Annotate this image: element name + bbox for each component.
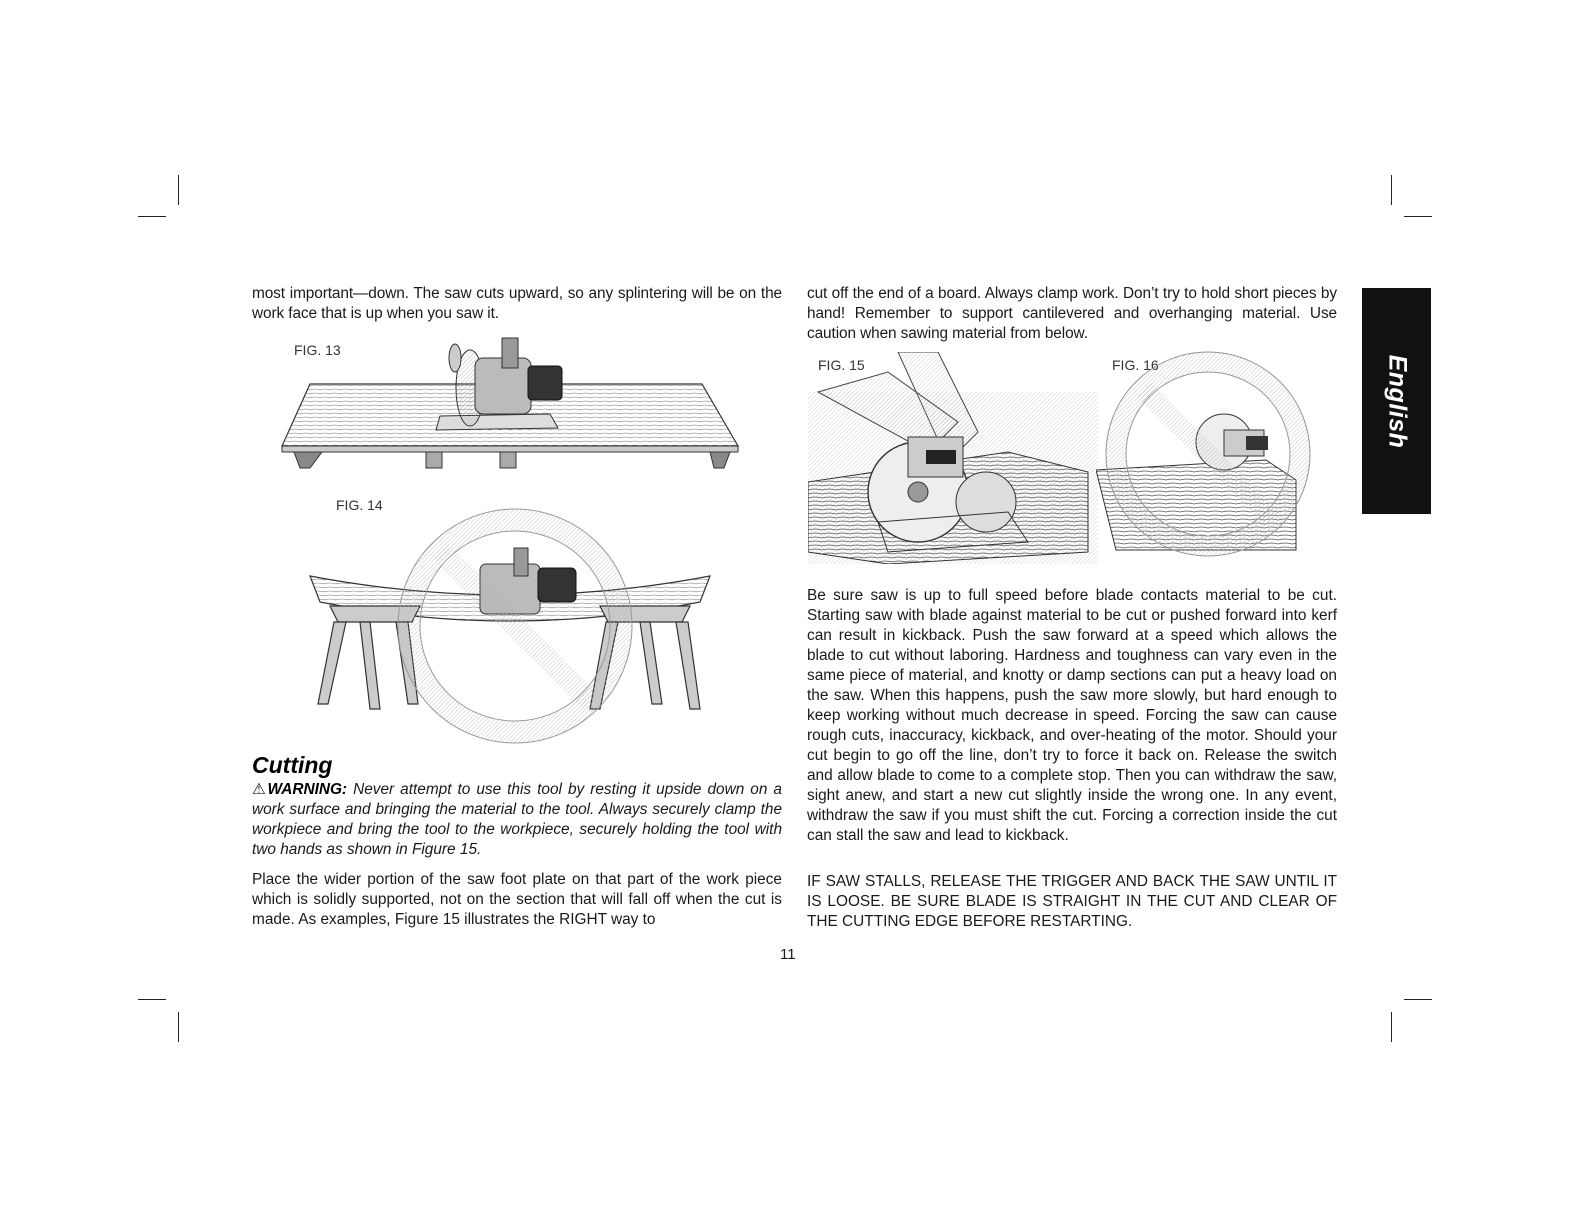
crop-mark bbox=[1391, 1012, 1392, 1042]
left-intro-text: most important—down. The saw cuts upward, so any splintering will be on the work face that is up when you saw it. bbox=[252, 285, 782, 322]
crop-mark bbox=[1404, 216, 1432, 217]
warning-icon: ⚠ bbox=[252, 781, 268, 798]
fig15-label: FIG. 15 bbox=[818, 357, 865, 373]
placement-paragraph: Place the wider portion of the saw foot plate on that part of the work piece which is solidly supported, not on the section that will fall off when the cut is made. As examples, Figure 15 illustrates the RIGHT way to bbox=[252, 871, 782, 928]
right-main-paragraph: Be sure saw is up to full speed before blade contacts material to be cut. Starting saw with blade against material to be cut or pushed forward into kerf can result in kickback. Push the saw forward at a speed which allows the blade to cut without laboring. Hardness and toughness can vary even in the same piece of material, and knotty or damp sections can put a heavy load on the saw. When this happens, push the saw more slowly, but hard enough to keep working without much decrease in speed. Forcing the saw can cause rough cuts, inaccuracy, kickback, and over-heating of the motor. Should your cut begin to go off the line, don’t try to force it back on. Release the switch and allow blade to come to a complete stop. Then you can withdraw the saw, sight anew, and start a new cut slightly inside the wrong one. In any event, withdraw the saw if you must shift the cut. Forcing a correction inside the cut can stall the saw and lead to kickback. bbox=[807, 587, 1337, 844]
page-number: 11 bbox=[780, 946, 796, 963]
crop-mark bbox=[178, 175, 179, 205]
fig13-label: FIG. 13 bbox=[294, 342, 341, 358]
right-intro-paragraph bbox=[807, 284, 1337, 344]
fig14-label: FIG. 14 bbox=[336, 497, 383, 513]
crop-mark bbox=[178, 1012, 179, 1042]
warning-text: Never attempt to use this tool by resting it upside down on a work surface and bringing the material to the tool. Always securely clamp the workpiece and bring the tool to the workpiece, securely holding the tool with two hands as shown in Figure 15. bbox=[252, 781, 782, 858]
warning-block bbox=[252, 780, 782, 860]
fig13-illustration bbox=[270, 336, 750, 476]
crop-mark bbox=[1404, 999, 1432, 1000]
left-intro-paragraph bbox=[252, 284, 782, 324]
crop-mark bbox=[138, 999, 166, 1000]
crop-mark bbox=[138, 216, 166, 217]
warning-label: WARNING: bbox=[267, 781, 348, 798]
fig14-illustration bbox=[300, 494, 720, 744]
right-caps-paragraph: IF SAW STALLS, RELEASE THE TRIGGER AND BACK THE SAW UNTIL IT IS LOOSE. BE SURE BLADE IS STRAIGHT IN THE CUT AND CLEAR OF THE CUTTING EDGE BEFORE RESTARTING. bbox=[807, 873, 1337, 930]
fig16-label: FIG. 16 bbox=[1112, 357, 1159, 373]
fig15-illustration bbox=[808, 352, 1098, 564]
language-tab bbox=[1362, 288, 1431, 514]
crop-mark bbox=[1391, 175, 1392, 205]
fig16-illustration bbox=[1096, 350, 1318, 562]
language-tab-label: English bbox=[1383, 354, 1412, 448]
right-intro-text: cut off the end of a board. Always clamp work. Don’t try to hold short pieces by hand! Remember to support cantilevered and overhanging material. Use caution when sawing material from below. bbox=[807, 285, 1337, 342]
cutting-heading: Cutting bbox=[252, 752, 333, 778]
